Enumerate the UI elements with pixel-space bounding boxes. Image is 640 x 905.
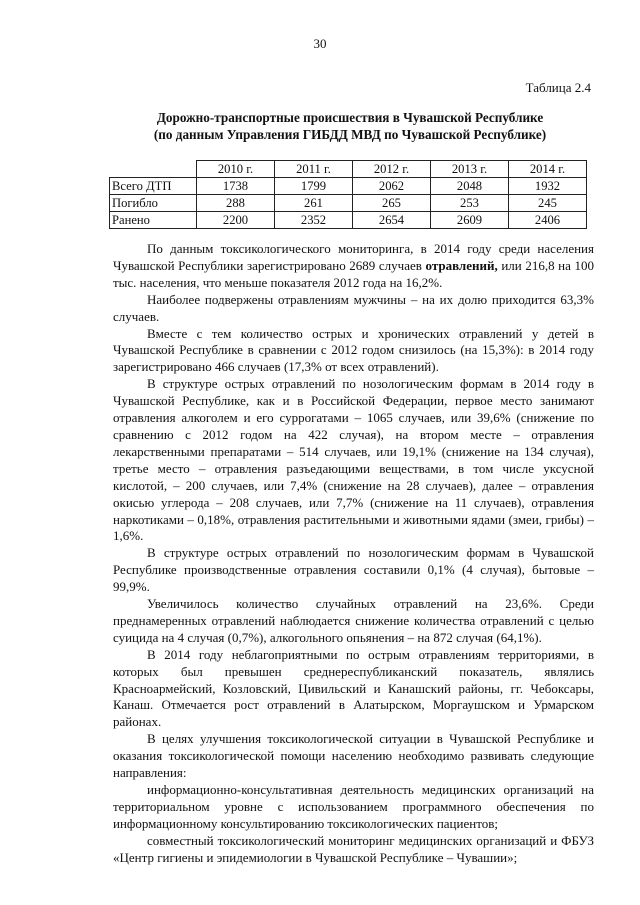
table-row: [110, 195, 587, 212]
paragraph-poisonings-total: [113, 241, 594, 292]
paragraph-text: или 216,8 на 100 тыс. населения, что меньше показателя 2012 года на 16,2%.: [113, 257, 594, 290]
table-cell: 1932: [509, 178, 587, 195]
column-header: 2013 г.: [431, 161, 509, 178]
body-text: [113, 241, 594, 867]
paragraph-men-share: Наиболее подвержены отравлениям мужчины – на их долю приходится 63,3% случаев.: [113, 291, 594, 324]
table-header-row: [110, 161, 587, 178]
road-accidents-table: [109, 160, 587, 229]
table-cell: 265: [353, 195, 431, 212]
row-label: Всего ДТП: [110, 178, 197, 195]
table-cell: 253: [431, 195, 509, 212]
table-cell: 2406: [509, 212, 587, 229]
paragraph-children: Вместе с тем количество острых и хронических отравлений у детей в Чувашской Республике в сравнении с 2012 годом снизилось (на 15,3%): в 2014 году зарегистрировано 466 случаев (17,3% от всех отравлений).: [113, 325, 594, 375]
table-label: Таблица 2.4: [525, 80, 591, 95]
table-cell: 288: [197, 195, 275, 212]
column-header: 2011 г.: [275, 161, 353, 178]
table-cell: 2352: [275, 212, 353, 229]
table-cell: 2609: [431, 212, 509, 229]
table-cell: 2200: [197, 212, 275, 229]
table-cell: 2062: [353, 178, 431, 195]
paragraph-occupational: В структуре острых отравлений по нозологическим формам в Чувашской Республике производственные отравления составили 0,1% (4 случая), бытовые – 99,9%.: [113, 545, 594, 595]
paragraph-territories: В 2014 году неблагоприятными по острым отравлениям территориями, в которых был превышен среднереспубликанский показатель, являлись Красноармейский, Козловский, Цивильский и Канашский районы, гг. Чебоксары, Канаш. Отмечается рост отравлений в Алатырском, Моргаушском и Урмарском районах.: [113, 646, 594, 730]
emphasis-poisonings: отравлений,: [425, 257, 498, 273]
row-label: Погибло: [110, 195, 197, 212]
paragraph-structure: В структуре острых отравлений по нозологическим формам в 2014 году в Чувашской Республике, как и в Российской Федерации, первое место занимают отравления алкоголем и его суррогатами – 1065 случаев, или 39,6% (снижение по сравнению с 2012 годом на 422 случая), на втором месте – отравления лекарственными препаратами – 514 случаев, или 19,1% (снижение на 134 случая), третье место – отравления разъедающими веществами, в том числе уксусной кислотой, – 200 случаев, или 7,4% (снижение на 28 случаев), далее – отравления окисью углерода – 208 случаев, или 7,7% (снижение на 11 случаев), отравления наркотиками – 0,18%, отравления растительными и животными ядами (змеи, грибы) – 1,6%.: [113, 376, 594, 544]
table-row: [110, 212, 587, 229]
table-cell: 261: [275, 195, 353, 212]
table-title-line-2: (по данным Управления ГИБДД МВД по Чувашской Республике): [153, 127, 547, 142]
column-header: 2014 г.: [509, 161, 587, 178]
table-title-line-1: Дорожно-транспортные происшествия в Чувашской Республике: [156, 110, 544, 125]
table-corner-cell: [110, 161, 197, 178]
table-cell: 2048: [431, 178, 509, 195]
paragraph-directions: В целях улучшения токсикологической ситуации в Чувашской Республике и оказания токсикологической помощи населению необходимо развивать следующие направления:: [113, 731, 594, 781]
paragraph-direction-1: информационно-консультативная деятельность медицинских организаций на территориальном уровне с использованием программного обеспечения по информационному консультированию токсикологических пациентов;: [113, 782, 594, 831]
paragraph-text: По данным токсикологического мониторинга, в 2014 году среди населения Чувашской Республики зарегистрировано 2689 случаев: [113, 241, 594, 273]
row-label: Ранено: [110, 212, 197, 229]
column-header: 2012 г.: [353, 161, 431, 178]
table-row: [110, 178, 587, 195]
column-header: 2010 г.: [197, 161, 275, 178]
paragraph-accidental: Увеличилось количество случайных отравлений на 23,6%. Среди преднамеренных отравлений наблюдается снижение количества отравлений с целью суицида на 4 случая (0,7%), алкогольного опьянения – на 872 случая (64,1%).: [113, 596, 594, 645]
page-number: 30: [313, 36, 327, 51]
paragraph-direction-2: совместный токсикологический мониторинг медицинских организаций и ФБУЗ «Центр гигиены и эпидемиологии в Чувашской Республике – Чувашии»;: [113, 832, 594, 865]
table-cell: 1738: [197, 178, 275, 195]
table-cell: 1799: [275, 178, 353, 195]
table-title: [100, 109, 600, 143]
table-cell: 245: [509, 195, 587, 212]
table-cell: 2654: [353, 212, 431, 229]
